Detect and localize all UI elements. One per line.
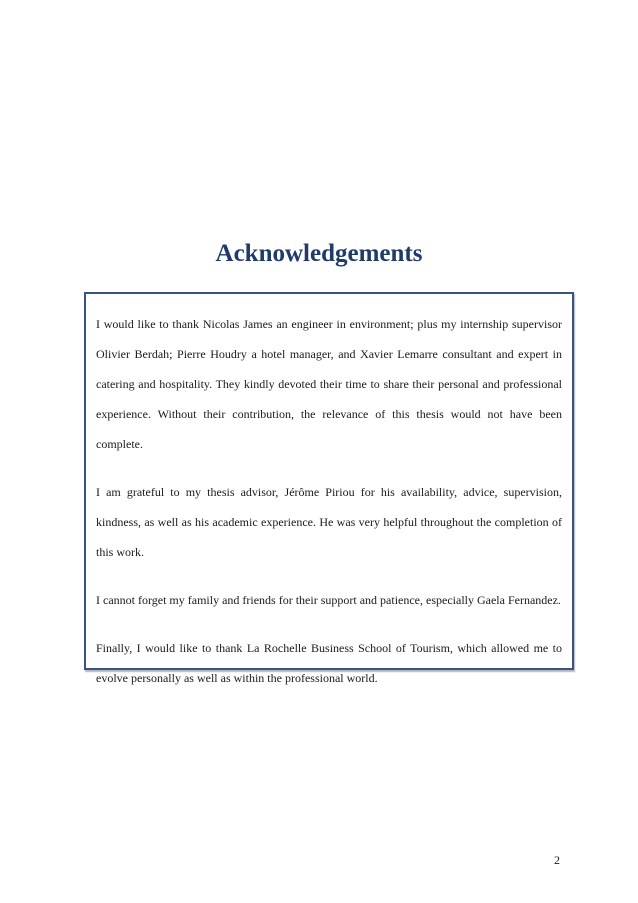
- page-number: 2: [554, 853, 560, 867]
- acknowledgements-box: [84, 292, 574, 685]
- paragraph-family: I cannot forget my family and friends for their support and patience, especially Gaela Fernandez.: [96, 593, 561, 607]
- paragraph-advisor: I am grateful to my thesis advisor, Jérôme Piriou for his availability, advice, supervision, kindness, as well as his academic experience. He was very helpful throughout the completion of this work.: [96, 485, 562, 559]
- page-title: Acknowledgements: [215, 240, 423, 267]
- paragraph-mentors: I would like to thank Nicolas James an engineer in environment; plus my internship supervisor Olivier Berdah; Pierre Houdry a hotel manager, and Xavier Lemarre consultant and expert in catering and hospitality. They kindly devoted their time to share their personal and professional experience. Without their contribution, the relevance of this thesis would not have been complete.: [96, 317, 562, 451]
- paragraph-school: Finally, I would like to thank La Rochelle Business School of Tourism, which allowed me to evolve personally as well as within the professional world.: [96, 641, 562, 685]
